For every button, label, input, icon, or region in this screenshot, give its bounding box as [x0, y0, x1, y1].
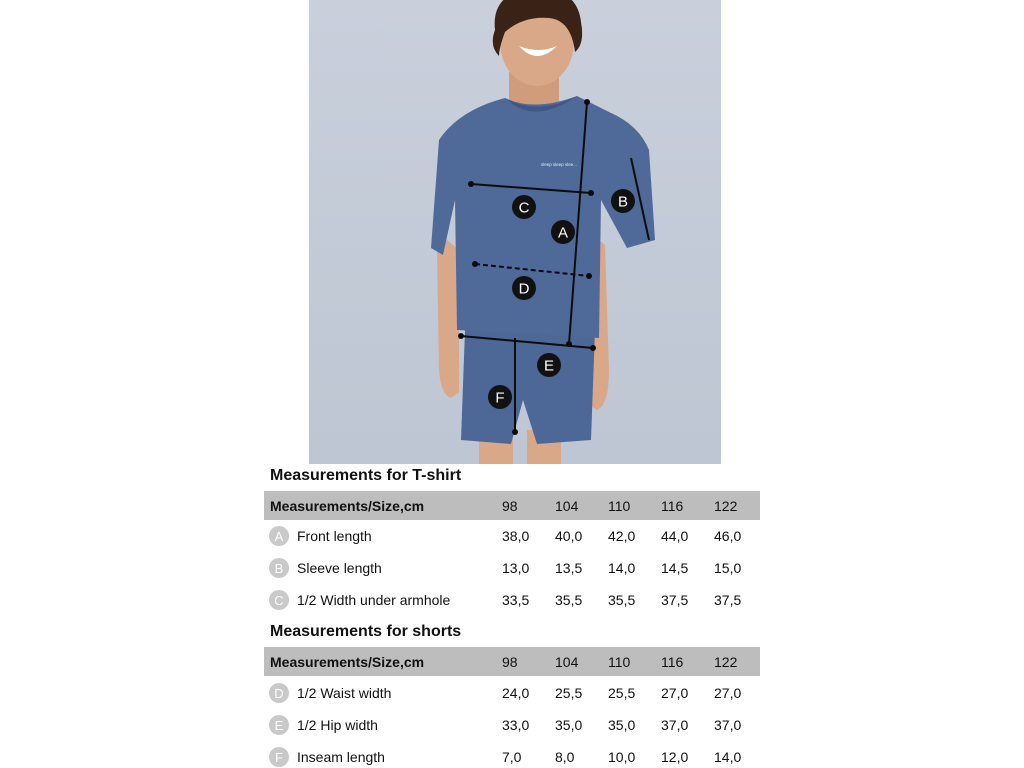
table-row: [264, 525, 760, 547]
row-badge-icon: B: [269, 558, 289, 578]
table-cell: 24,0: [502, 685, 530, 701]
table-cell: 37,5: [714, 592, 742, 608]
row-badge-icon: F: [269, 747, 289, 767]
marker-e: [537, 353, 561, 377]
svg-text:C: C: [518, 199, 530, 217]
svg-text:F: F: [495, 389, 505, 407]
marker-b: [611, 189, 635, 213]
table-row: [264, 589, 760, 611]
row-label: 1/2 Waist width: [297, 685, 392, 701]
table-cell: 35,5: [555, 592, 583, 608]
shorts-section-title: Measurements for shorts: [270, 623, 462, 640]
shorts-table-header: [264, 647, 760, 676]
tshirt-size-col: 110: [608, 497, 631, 514]
table-row: [264, 557, 760, 579]
tshirt-table-header: [264, 491, 760, 520]
table-cell: 7,0: [502, 749, 522, 765]
table-row: [264, 682, 760, 704]
marker-a: [551, 220, 575, 244]
row-label: Sleeve length: [297, 560, 382, 576]
svg-text:A: A: [557, 224, 569, 242]
table-row: [264, 714, 760, 736]
table-cell: 8,0: [555, 749, 575, 765]
table-cell: 14,0: [714, 749, 742, 765]
marker-d: [512, 276, 536, 300]
table-cell: 37,0: [714, 717, 742, 733]
table-cell: 35,0: [608, 717, 636, 733]
tshirt-size-col: 98: [502, 497, 518, 514]
table-cell: 14,5: [661, 560, 689, 576]
table-cell: 33,0: [502, 717, 530, 733]
table-cell: 33,5: [502, 592, 530, 608]
row-label: Front length: [297, 528, 372, 544]
tshirt-header-label: Measurements/Size,cm: [270, 497, 425, 514]
marker-c: [512, 195, 536, 219]
table-cell: 10,0: [608, 749, 636, 765]
table-row: [264, 746, 760, 768]
table-cell: 25,5: [608, 685, 636, 701]
table-cell: 40,0: [555, 528, 583, 544]
table-cell: 27,0: [661, 685, 689, 701]
table-cell: 35,0: [555, 717, 583, 733]
svg-text:E: E: [543, 357, 555, 375]
row-label: Inseam length: [297, 749, 385, 765]
row-badge-icon: E: [269, 715, 289, 735]
left-arm: [437, 240, 459, 398]
table-cell: 37,0: [661, 717, 689, 733]
shorts-size-col: 110: [608, 653, 631, 670]
table-cell: 13,0: [502, 560, 530, 576]
table-cell: 44,0: [661, 528, 689, 544]
marker-f: [488, 385, 512, 409]
product-photo: [309, 0, 721, 464]
svg-text:D: D: [518, 280, 530, 298]
table-cell: 37,5: [661, 592, 689, 608]
table-cell: 13,5: [555, 560, 583, 576]
table-cell: 38,0: [502, 528, 530, 544]
svg-text:B: B: [617, 193, 629, 211]
table-cell: 12,0: [661, 749, 689, 765]
row-label: 1/2 Hip width: [297, 717, 378, 733]
t-shirt: [431, 96, 655, 338]
row-label: 1/2 Width under armhole: [297, 592, 451, 608]
shorts-size-col: 116: [661, 653, 684, 670]
table-cell: 35,5: [608, 592, 636, 608]
row-badge-icon: A: [269, 526, 289, 546]
table-cell: 14,0: [608, 560, 636, 576]
table-cell: 27,0: [714, 685, 742, 701]
shorts-size-col: 122: [714, 653, 738, 670]
shorts-size-col: 98: [502, 653, 518, 670]
table-cell: 15,0: [714, 560, 742, 576]
table-cell: 46,0: [714, 528, 742, 544]
shorts-header-label: Measurements/Size,cm: [270, 653, 425, 670]
row-badge-icon: D: [269, 683, 289, 703]
table-cell: 42,0: [608, 528, 636, 544]
row-badge-icon: C: [269, 590, 289, 610]
tshirt-size-col: 104: [555, 497, 579, 514]
shirt-print-text: sleep sleep slee...: [541, 162, 578, 167]
shorts-size-col: 104: [555, 653, 579, 670]
table-cell: 25,5: [555, 685, 583, 701]
tshirt-section-title: Measurements for T-shirt: [270, 467, 462, 484]
tshirt-size-col: 116: [661, 497, 684, 514]
tshirt-size-col: 122: [714, 497, 738, 514]
measurement-diagram: [309, 0, 721, 464]
